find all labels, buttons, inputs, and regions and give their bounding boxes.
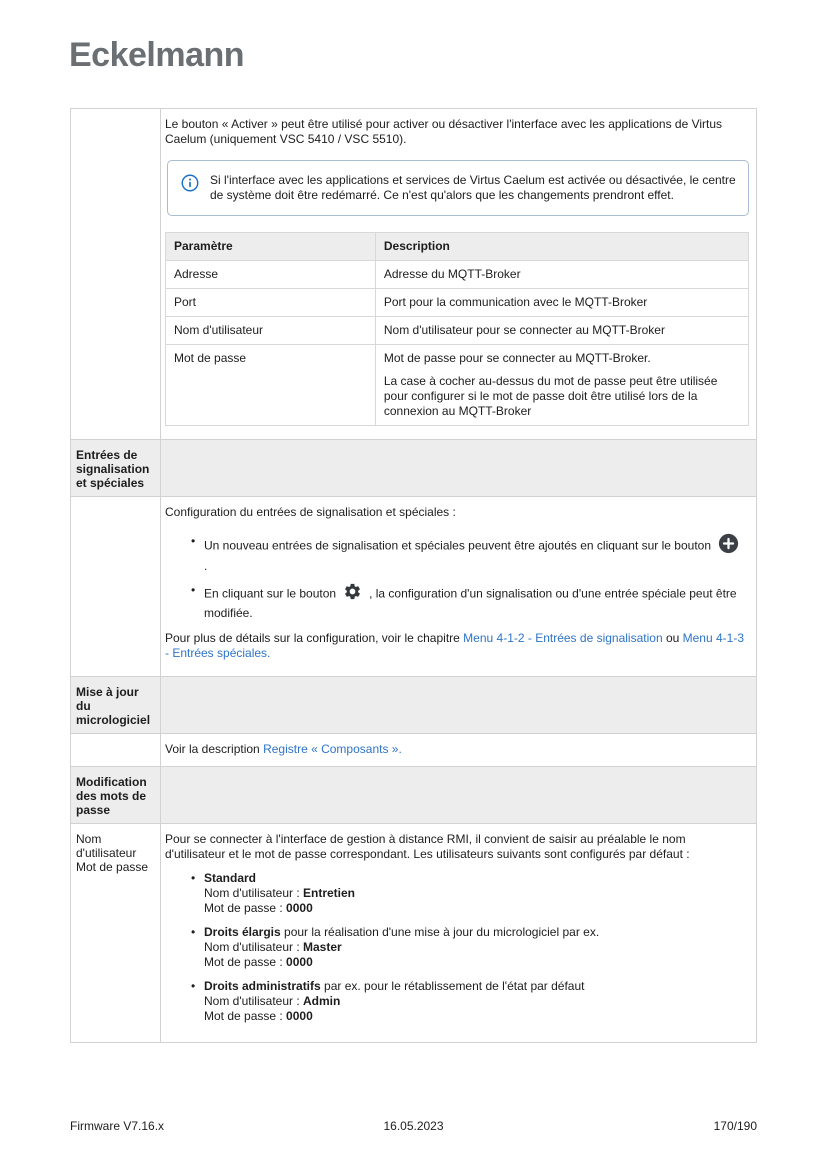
user-name-label: Nom d'utilisateur : [204, 994, 303, 1008]
user-name-line [204, 940, 749, 955]
user-pass-value: 0000 [286, 955, 313, 969]
info-icon [181, 174, 199, 196]
user-role: Droits élargis [204, 925, 281, 939]
bullet-add [191, 534, 749, 574]
table-row-credentials [71, 823, 756, 1042]
user-name-value: Admin [303, 994, 341, 1008]
table-row-passwords-label [71, 766, 756, 823]
user-pass-line [204, 1009, 749, 1024]
user-name-label: Nom d'utilisateur : [204, 940, 303, 954]
link-menu-4-1-3[interactable]: Menu 4-1-3 - Entrées spéciales. [165, 631, 745, 660]
user-pass-line [204, 901, 749, 916]
param-name: Adresse [166, 261, 376, 289]
manual-page-table [70, 108, 757, 1043]
user-role: Standard [204, 871, 257, 885]
signal-row-label: Entrées de signalisation et spéciales [71, 440, 161, 496]
eckelmann-logo: Eckelmann [69, 36, 245, 74]
signal-config-intro: Configuration du entrées de signalisation et spéciales : [165, 505, 456, 519]
param-name: Nom d'utilisateur [166, 317, 376, 345]
credentials-cell [161, 824, 756, 1042]
user-item-standard [191, 871, 749, 916]
user-role: Droits administratifs [204, 979, 321, 993]
user-name-value: Entretien [303, 886, 356, 900]
table-row-firmware-label [71, 676, 756, 733]
header-parametre: Paramètre [166, 233, 376, 261]
signal-details [165, 631, 749, 661]
user-pass-label: Mot de passe : [204, 901, 287, 915]
info-note-box [167, 160, 749, 216]
bullet-add-text: Un nouveau entrées de signalisation et spéciales peuvent être ajoutés en cliquant sur le bouton [204, 538, 712, 553]
credentials-label-pass: Mot de passe [76, 860, 149, 874]
signal-config-cell [161, 497, 756, 676]
param-name: Port [166, 289, 376, 317]
user-pass-value: 0000 [286, 901, 313, 915]
table-row-port [166, 289, 749, 317]
activation-intro: Le bouton « Activer » peut être utilisé pour activer ou désactiver l'interface avec les applications de Virtus Caelum (uniquement VSC 5410 / VSC 5510). [165, 117, 723, 146]
empty-cell [161, 677, 756, 733]
link-menu-4-1-2[interactable]: Menu 4-1-2 - Entrées de signalisation [463, 631, 663, 645]
footer-page-number: 170/190 [713, 1119, 757, 1133]
firmware-see-pre: Voir la description [165, 742, 264, 756]
passwords-row-label: Modification des mots de passe [71, 767, 161, 823]
table-row [71, 109, 756, 439]
user-item-admin [191, 979, 749, 1024]
user-pass-value: 0000 [286, 1009, 313, 1023]
table-row-firmware-content [71, 733, 756, 766]
details-pre: Pour plus de détails sur la configuration, voir le chapitre [165, 631, 464, 645]
bullet-gear-rest: , la configuration d'un signalisation ou d'une entrée spéciale peut être modifiée. [204, 586, 737, 620]
user-role-rest: pour la réalisation d'une mise à jour du micrologiciel par ex. [280, 925, 600, 939]
page-footer [70, 1119, 757, 1134]
credentials-label-user: Nom d'utilisateur [76, 832, 137, 860]
user-name-value: Master [303, 940, 342, 954]
password-desc-1: Mot de passe pour se connecter au MQTT-Broker. [383, 351, 651, 365]
param-name: Mot de passe [166, 345, 376, 426]
firmware-content-cell [161, 734, 756, 766]
default-users-list [191, 871, 749, 1024]
bullet-gear [191, 583, 749, 621]
table-row-adresse [166, 261, 749, 289]
user-pass-label: Mot de passe : [204, 1009, 287, 1023]
link-registre-composants[interactable]: Registre « Composants ». [263, 742, 402, 756]
row-label-empty [71, 497, 161, 676]
row-label-empty [71, 734, 161, 766]
table-row-signal-label [71, 439, 756, 496]
table-row-signal-content [71, 496, 756, 676]
parameter-table [165, 232, 749, 426]
info-note-text: Si l'interface avec les applications et services de Virtus Caelum est activée ou désactivée, le centre de système doit être redémarré. Ce n'est qu'alors que les changements prendront effet. [210, 173, 736, 202]
credentials-intro: Pour se connecter à l'interface de gestion à distance RMI, il convient de saisir au préalable le nom d'utilisateur et le mot de passe correspondant. Les utilisateurs suivants sont configurés par défaut : [165, 832, 690, 861]
table-row-username [166, 317, 749, 345]
user-item-extended [191, 925, 749, 970]
details-mid: ou [662, 631, 683, 645]
user-name-line [204, 994, 749, 1009]
header-description: Description [375, 233, 748, 261]
activation-cell [161, 109, 756, 439]
signal-bullet-list [191, 534, 749, 621]
password-desc-2: La case à cocher au-dessus du mot de passe peut être utilisée pour configurer si le mot de passe doit être utilisé lors de la connexion au MQTT-Broker [383, 374, 718, 418]
parameter-table-header-row [166, 233, 749, 261]
param-desc: Nom d'utilisateur pour se connecter au MQTT-Broker [375, 317, 748, 345]
empty-cell [161, 767, 756, 823]
user-role-rest: par ex. pour le rétablissement de l'état par défaut [320, 979, 585, 993]
gear-icon [343, 590, 362, 604]
bullet-add-period: . [204, 559, 208, 573]
user-pass-line [204, 955, 749, 970]
user-name-label: Nom d'utilisateur : [204, 886, 303, 900]
firmware-see [165, 742, 749, 757]
user-name-line [204, 886, 749, 901]
footer-date: 16.05.2023 [383, 1119, 444, 1133]
bullet-gear-text: En cliquant sur le bouton [204, 586, 337, 601]
credentials-row-label [71, 824, 161, 1042]
footer-firmware-version: Firmware V7.16.x [70, 1119, 165, 1133]
param-desc: Adresse du MQTT-Broker [375, 261, 748, 289]
row-label-empty [71, 109, 161, 439]
empty-cell [161, 440, 756, 496]
plus-icon [718, 543, 739, 557]
param-desc: Port pour la communication avec le MQTT-Broker [375, 289, 748, 317]
firmware-row-label: Mise à jour du micrologiciel [71, 677, 161, 733]
param-desc [375, 345, 748, 426]
table-row-password [166, 345, 749, 426]
user-pass-label: Mot de passe : [204, 955, 287, 969]
